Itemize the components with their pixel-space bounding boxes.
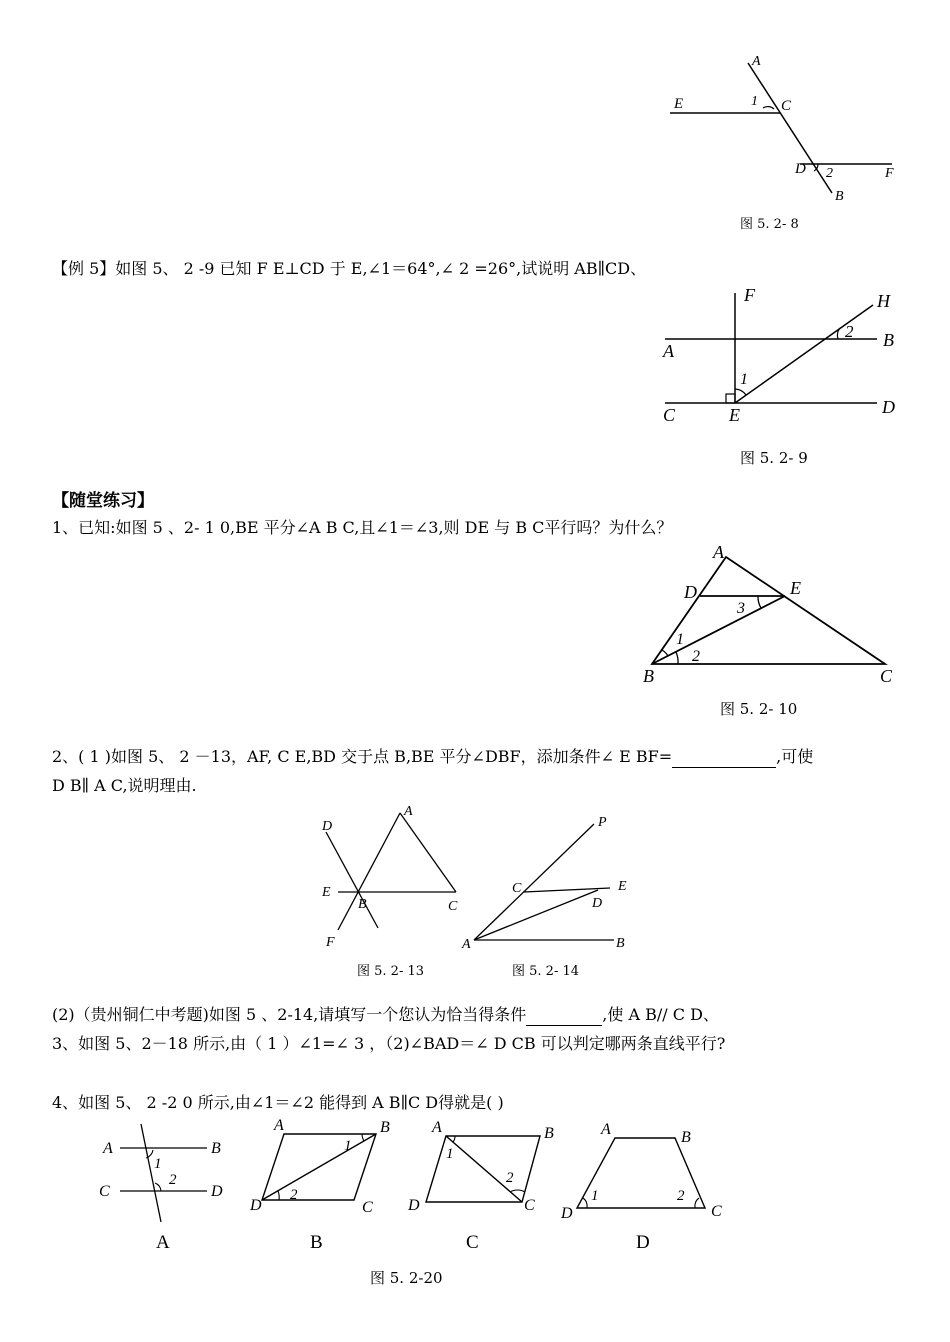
label-2: 2 bbox=[290, 1187, 298, 1203]
figure-5-2-9 bbox=[655, 285, 915, 435]
angle-2-arc bbox=[278, 1191, 279, 1200]
label-a: A bbox=[404, 804, 413, 819]
label-a: A bbox=[752, 54, 761, 69]
option-d-label: D bbox=[636, 1232, 650, 1253]
caption-fig-5-2-10: 图 5. 2- 10 bbox=[720, 700, 798, 718]
label-a: A bbox=[103, 1140, 113, 1157]
label-c: C bbox=[524, 1197, 535, 1214]
label-3: 3 bbox=[737, 600, 745, 617]
label-b: B bbox=[380, 1119, 390, 1136]
label-a: A bbox=[663, 341, 674, 361]
label-b: B bbox=[883, 330, 894, 350]
label-b: B bbox=[643, 666, 654, 686]
caption-fig-5-2-20: 图 5. 2-20 bbox=[370, 1269, 443, 1287]
label-d: D bbox=[592, 896, 603, 911]
question-2-line-2: D B∥ A C,说明理由. bbox=[52, 776, 197, 795]
diagonal-bd bbox=[262, 1134, 376, 1200]
question-2-part-2-text-b: ,使 A B// C D、 bbox=[602, 1005, 719, 1024]
angle-1-arc bbox=[583, 1198, 587, 1208]
label-1: 1 bbox=[740, 371, 748, 388]
angle-2-arc bbox=[676, 652, 678, 664]
label-e: E bbox=[790, 578, 801, 598]
label-e: E bbox=[322, 885, 331, 900]
label-a: A bbox=[274, 1117, 284, 1134]
label-d: D bbox=[561, 1205, 573, 1222]
label-f: F bbox=[885, 166, 894, 181]
right-angle-mark bbox=[726, 394, 735, 403]
label-2: 2 bbox=[677, 1188, 685, 1204]
caption-fig-5-2-14: 图 5. 2- 14 bbox=[512, 964, 580, 979]
question-2-text-b: ,可使 bbox=[776, 747, 814, 766]
figure-5-2-8 bbox=[660, 45, 900, 205]
question-2-part-2-text-a: (2)（贵州铜仁中考题)如图 5 、2-14,请填写一个您认为恰当得条件 bbox=[52, 1005, 527, 1024]
label-b: B bbox=[211, 1140, 221, 1157]
question-2-part-2 bbox=[52, 1004, 719, 1026]
caption-fig-5-2-13: 图 5. 2- 13 bbox=[357, 964, 425, 979]
label-d: D bbox=[684, 582, 697, 602]
label-c: C bbox=[781, 98, 792, 114]
caption-fig-5-2-8: 图 5. 2- 8 bbox=[740, 217, 799, 232]
label-c: C bbox=[362, 1199, 373, 1216]
angle-2-arc bbox=[510, 1190, 525, 1192]
label-d: D bbox=[211, 1183, 223, 1200]
line-ad bbox=[474, 890, 598, 940]
label-1: 1 bbox=[344, 1138, 352, 1154]
label-d: D bbox=[882, 397, 895, 417]
label-b: B bbox=[681, 1129, 691, 1146]
question-3-text: 3、如图 5、2－18 所示,由（ 1 ）∠1=∠ 3 ，（2)∠BAD＝∠ D CB 可以判定哪两条直线平行? bbox=[52, 1034, 726, 1053]
label-b: B bbox=[835, 189, 844, 204]
option-b-label: B bbox=[310, 1232, 323, 1253]
label-f: F bbox=[744, 285, 755, 305]
label-b: B bbox=[544, 1125, 554, 1142]
label-d: D bbox=[250, 1197, 262, 1214]
label-e: E bbox=[674, 96, 684, 112]
label-a: A bbox=[462, 937, 471, 952]
label-c: C bbox=[512, 881, 522, 896]
label-e: E bbox=[618, 879, 627, 894]
label-c: C bbox=[99, 1183, 110, 1200]
question-2-text-a: 2、( 1 )如图 5、 2 －13，AF, C E,BD 交于点 B,BE 平分∠DBF，添加条件∠ E BF= bbox=[52, 747, 673, 766]
figure-option-d bbox=[555, 1112, 735, 1222]
label-a: A bbox=[713, 542, 724, 562]
label-b: B bbox=[358, 897, 367, 912]
label-e: E bbox=[729, 405, 740, 425]
example-5-text: 【例 5】如图 5、 2 -9 已知 F E⊥CD 于 E,∠1＝64°,∠ 2 =26°,试说明 AB∥CD、 bbox=[52, 259, 647, 278]
label-c: C bbox=[880, 666, 893, 686]
answer-blank-condition[interactable] bbox=[526, 1009, 602, 1026]
figure-option-c bbox=[402, 1112, 562, 1222]
label-1: 1 bbox=[751, 94, 758, 109]
label-c: C bbox=[448, 899, 458, 914]
line-ac bbox=[400, 813, 456, 892]
practice-heading: 【随堂练习】 bbox=[52, 491, 154, 511]
question-1-text: 1、已知:如图 5 、2- 1 0,BE 平分∠A B C,且∠1＝∠3,则 DE 与 B C平行吗？为什么？ bbox=[52, 518, 673, 537]
angle-1-arc bbox=[362, 1134, 364, 1141]
figure-option-b bbox=[248, 1112, 408, 1222]
figure-5-2-10 bbox=[640, 540, 910, 690]
label-1: 1 bbox=[591, 1188, 599, 1204]
label-d: D bbox=[322, 819, 333, 834]
label-c: C bbox=[663, 405, 676, 425]
question-4-text: 4、如图 5、 2 -2 0 所示,由∠1＝∠2 能得到 A B∥C D得就是( ) bbox=[52, 1093, 504, 1112]
label-f: F bbox=[326, 935, 335, 950]
transversal bbox=[141, 1124, 161, 1222]
question-2-line-1 bbox=[52, 746, 813, 768]
angle-1-arc bbox=[662, 650, 668, 656]
label-2: 2 bbox=[692, 648, 700, 665]
line-eh bbox=[735, 305, 873, 403]
label-2: 2 bbox=[506, 1170, 514, 1186]
label-2: 2 bbox=[826, 166, 833, 181]
label-d: D bbox=[795, 161, 806, 177]
label-a: A bbox=[432, 1119, 442, 1136]
triangle-abc bbox=[652, 557, 885, 664]
label-p: P bbox=[598, 815, 607, 830]
label-1: 1 bbox=[676, 631, 684, 648]
angle-2-arc bbox=[695, 1198, 699, 1208]
figure-5-2-14 bbox=[458, 810, 638, 960]
segment-be bbox=[652, 596, 785, 664]
label-b: B bbox=[616, 936, 625, 951]
figure-option-a bbox=[95, 1118, 235, 1228]
label-h: H bbox=[877, 291, 890, 311]
angle-2-arc bbox=[155, 1183, 161, 1191]
transversal-ab bbox=[748, 63, 832, 193]
angle-3-arc bbox=[758, 596, 761, 608]
option-c-label: C bbox=[466, 1232, 479, 1253]
label-1: 1 bbox=[446, 1146, 454, 1162]
answer-blank-ebf[interactable] bbox=[672, 751, 776, 768]
label-d: D bbox=[408, 1197, 420, 1214]
label-c: C bbox=[711, 1203, 722, 1220]
label-2: 2 bbox=[169, 1172, 177, 1188]
angle-1-arc bbox=[735, 389, 746, 395]
option-a-label: A bbox=[156, 1232, 170, 1253]
angle-1-arc bbox=[453, 1136, 455, 1142]
label-a: A bbox=[601, 1121, 611, 1138]
caption-fig-5-2-9: 图 5. 2- 9 bbox=[740, 449, 808, 467]
line-ap bbox=[474, 824, 594, 940]
figure-5-2-13 bbox=[318, 800, 468, 950]
line-dbf bbox=[326, 832, 378, 928]
label-1: 1 bbox=[154, 1156, 162, 1172]
label-2: 2 bbox=[845, 322, 854, 341]
angle-1-arc bbox=[763, 107, 774, 109]
